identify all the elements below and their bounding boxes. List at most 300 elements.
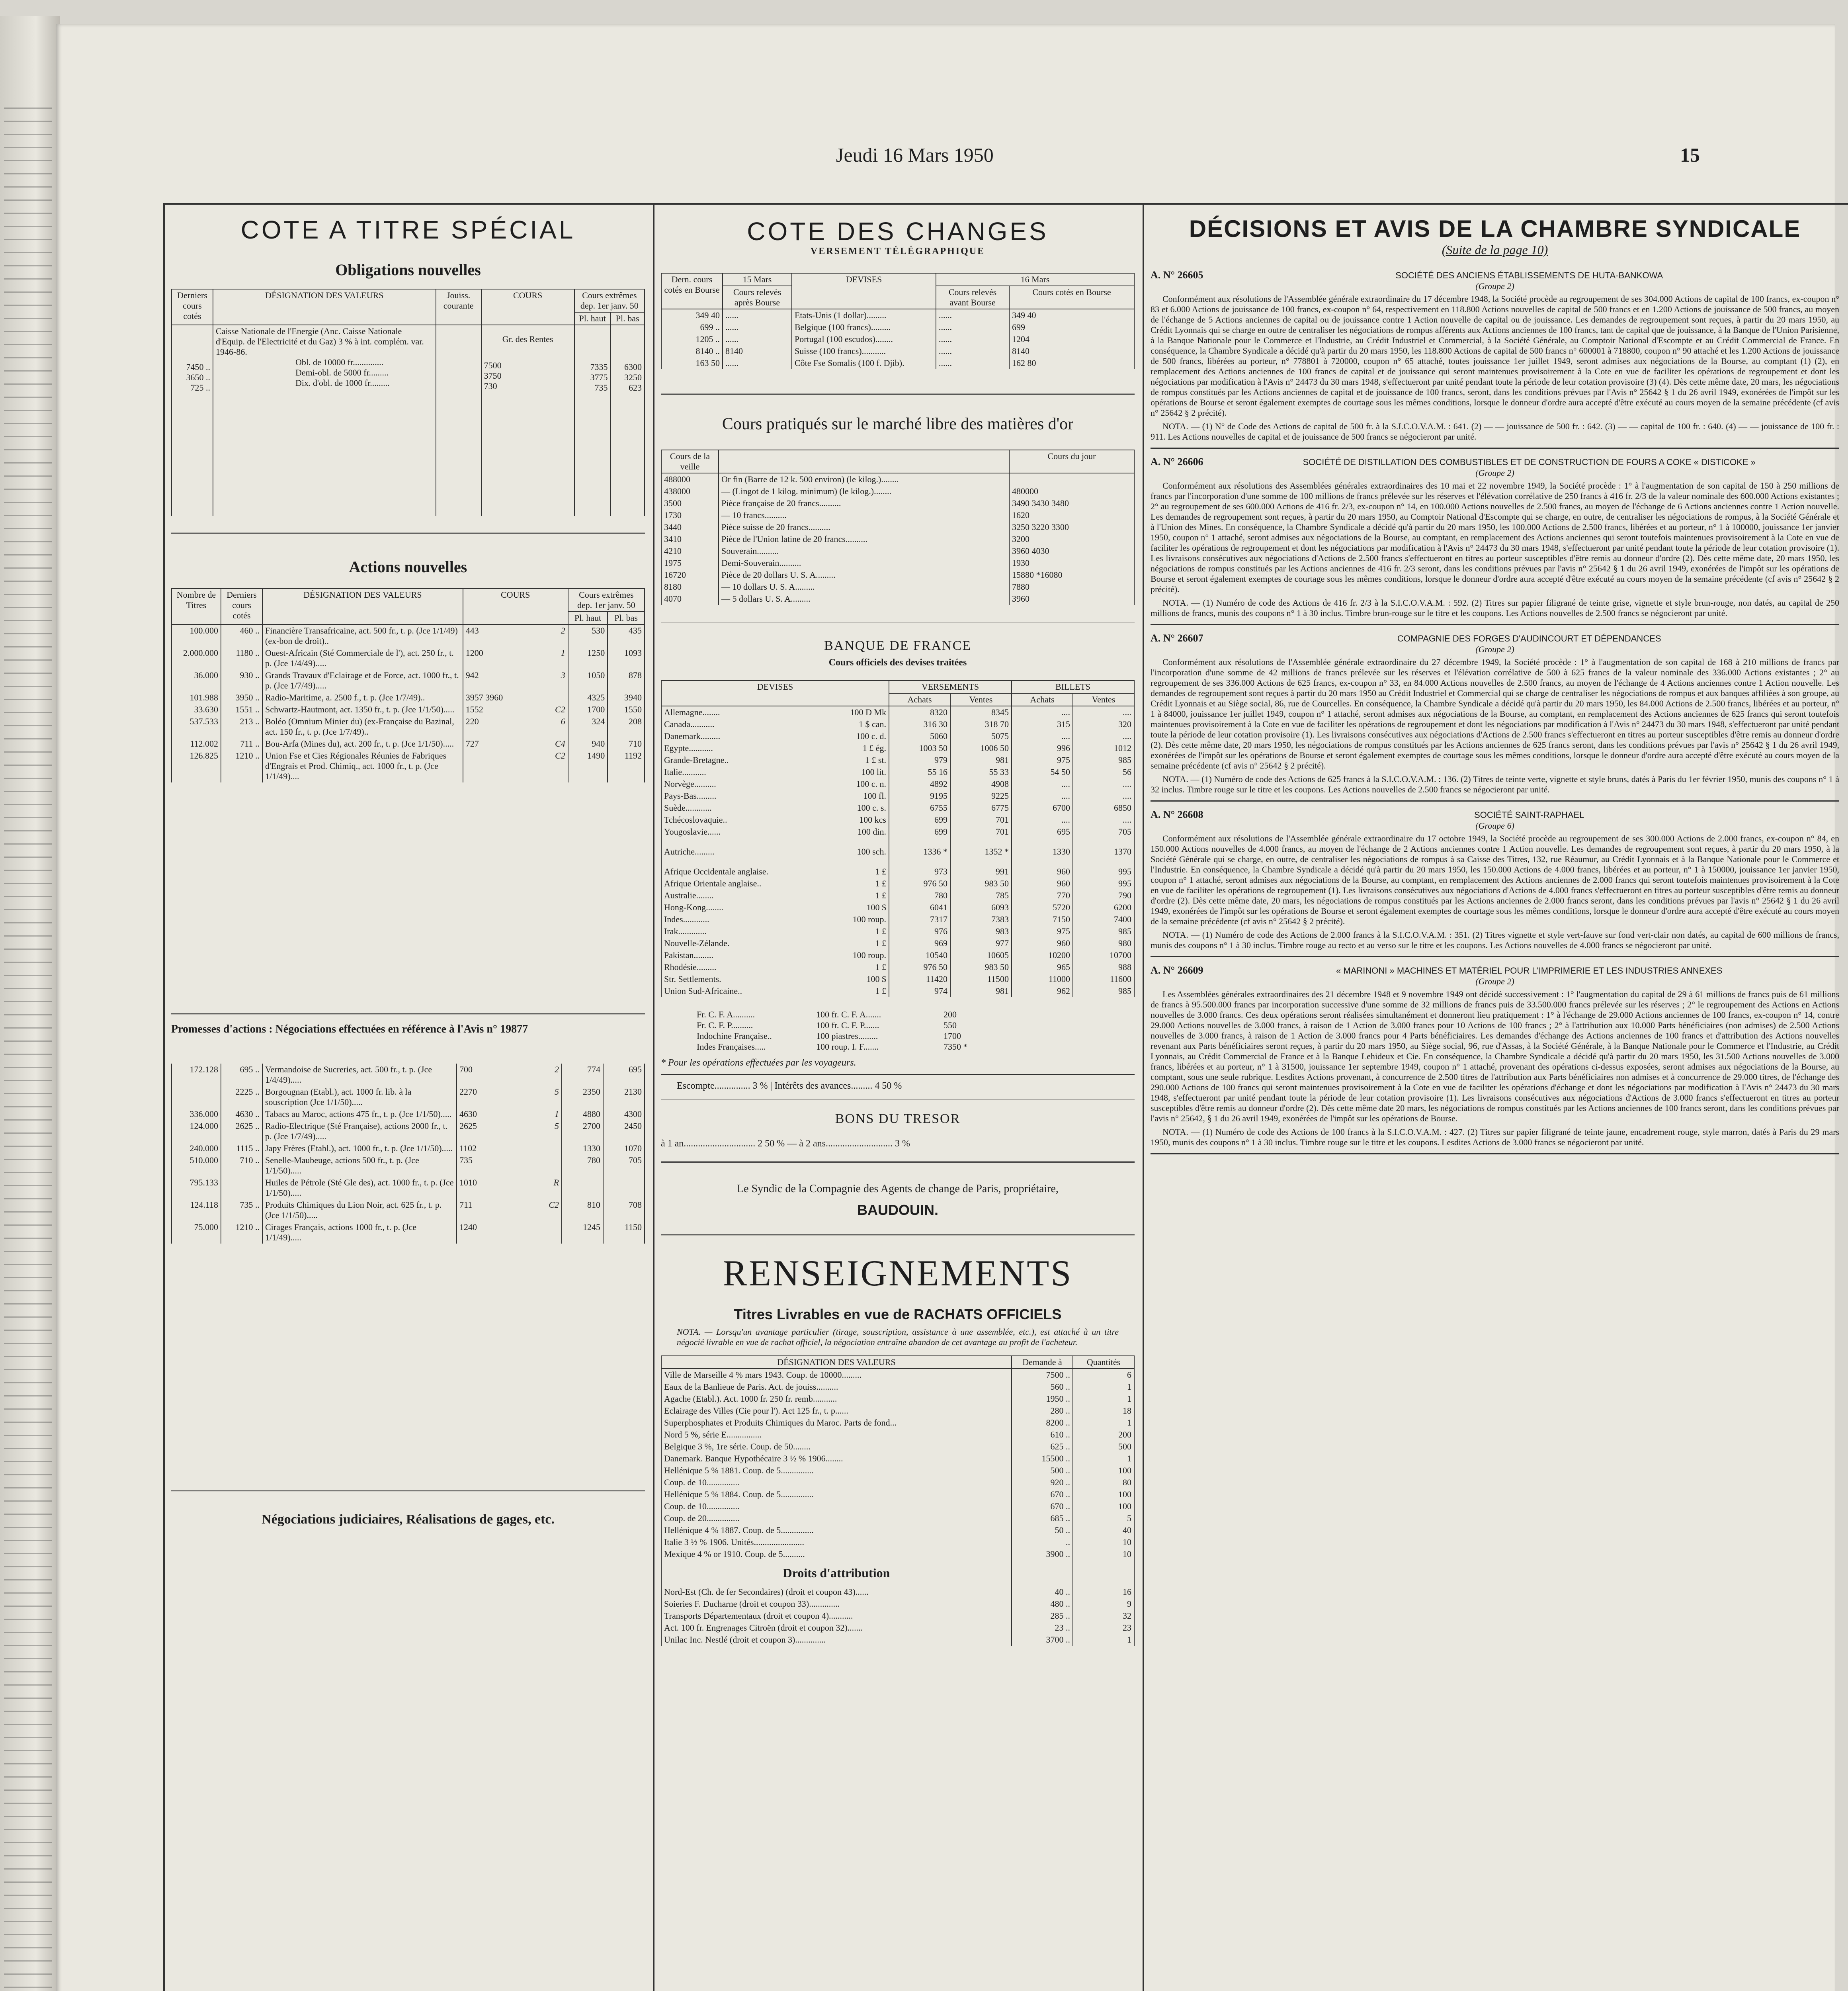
table-cell: 6700 xyxy=(1012,802,1073,814)
franc-zone-row xyxy=(697,1031,1135,1041)
table-cell: 9195 xyxy=(889,790,950,802)
table-cell: 3950 .. xyxy=(221,692,262,704)
table-cell xyxy=(457,1177,562,1199)
col-header: Pl. bas xyxy=(608,612,645,624)
table-cell: 54 50 xyxy=(1012,766,1073,778)
table-row xyxy=(661,1524,1134,1536)
table-row xyxy=(661,545,1134,557)
table-cell: 2225 .. xyxy=(221,1086,262,1108)
table-cell: .... xyxy=(1073,730,1134,742)
table-cell: 3960 xyxy=(1009,593,1134,605)
cours-mark: R xyxy=(553,1177,559,1187)
decision-nota: NOTA. — (1) Numéro de code des Actions de 100 francs à la S.I.C.O.V.A.M. : 427. (2) Titres sur papier filigrané de teinte jaune, encadrement rouge, style marron, datés à Paris du 29 mars 1950, munis des coupons n° 1 à 30 inclus. Timbre rouge sur le titre et les coupons. Lesdites Actions de 3.000 francs se négocieront par unité. xyxy=(1151,1127,1839,1147)
table-cell: Unilac Inc. Nestlé (droit et coupon 3).............. xyxy=(661,1634,1012,1646)
table-row xyxy=(172,1199,645,1221)
table-row xyxy=(661,790,1134,802)
table-cell: 7317 xyxy=(889,913,950,925)
table-cell: 1330 xyxy=(562,1142,603,1154)
table-cell: 4210 xyxy=(661,545,719,557)
cell: 200 xyxy=(944,1009,957,1019)
devise-name: Allemagne........ xyxy=(664,707,720,717)
cours-value: 1552 xyxy=(465,704,483,714)
table-cell xyxy=(661,730,889,742)
col-header: Derniers cours cotés xyxy=(221,589,262,624)
table-cell: .... xyxy=(1073,778,1134,790)
table-cell: 995 xyxy=(1073,878,1134,890)
table-cell: 2.000.000 xyxy=(172,647,221,669)
decision-divider xyxy=(1151,1153,1839,1154)
table-cell: — 10 dollars U. S. A......... xyxy=(719,581,1009,593)
table-row xyxy=(661,333,1134,345)
cell: Fr. C. F. P.......... xyxy=(697,1020,753,1030)
table-row xyxy=(661,485,1134,497)
table-row xyxy=(661,985,1134,997)
table-cell: 1 xyxy=(1073,1393,1134,1405)
table-cell: 7383 xyxy=(950,913,1012,925)
table-cell: 5075 xyxy=(950,730,1012,742)
table-cell xyxy=(172,1086,221,1108)
table-cell xyxy=(457,1142,562,1154)
cours-value: 3957 3960 xyxy=(465,692,503,702)
table-row xyxy=(172,704,645,716)
table-cell: 670 .. xyxy=(1012,1488,1073,1500)
decision-header xyxy=(1151,456,1839,468)
table-cell: 100 xyxy=(1073,1488,1134,1500)
decision-text: Conformément aux résolutions de l'Assemblée générale extraordinaire du 17 décembre 1948, la Société procède au regroupement de ses 304.000 Actions de capital de 100 francs, ex-coupon n° 83 et 6.000 Actions de jouissance de 100 francs, ex-coupon n° 64, respectivement en 118.800 Actions nouvelles de capital de 500 francs et en 1.200 Actions de jouissance de 500 francs, au moyen de l'échange de 5 Actions anciennes de capital ou de jouissance contre 1 Action nouvelle de capital ou de jouissance. Les demandes de regroupement sont reçues, à partir du 20 mars 1950, au Crédit Lyonnais qui se charge en outre de centraliser les négociations de rompus afférents aux Actions anciennes de 100 francs, tant de capital que de jouissance, à la Banque de l'Union Parisienne, à la Banque Nationale pour le Commerce et l'Industrie, au Crédit Industriel et Commercial, à la Société Générale, au Comptoir National d'Escompte et au Crédit Commercial de France. En conséquence, la Chambre Syndicale a décidé qu'à partir du 20 mars 1950, les 118.800 Actions de capital de 500 francs n° 600001 à 718800, coupon n° 90 attaché et les 1.200 Actions de jouissance de 500 francs, libérées au porteur, n° 778801 à 720000, coupon n° 65 attaché, toutes jouissance 1er juillet 1949, seront admises aux négociations de la Bourse, au comptant (1) (2), en remplacement des Actions anciennes de 100 francs de capital et de jouissance qui seront maintenues provisoirement à la Cote en vue de faciliter les opérations de regroupement et dont les négociations par modification à l'Avis n° 24473 du 30 mars 1948, s'effectueront par unité pendant toute la période de leur cotation provisoire (3) (4). Dès cette même date, 20 mars, les négociations de rompus constitués par les Actions anciennes de capital et de jouissance de 100 francs, seront, dans les conditions prévues par l'Avis n° 25642 § 1 du 26 avril 1949, exonérées de l'impôt sur les opérations de Bourse et seront également exemptes de courtage sous les mêmes conditions, lorsque le donneur d'ordre aura accepté d'être exécuté au cours moyen de la semaine précédente (cf avis n° 25642 § 2 précité). xyxy=(1151,294,1839,418)
changes-title: COTE DES CHANGES xyxy=(747,217,1049,246)
decision-item xyxy=(1151,269,1839,449)
table-cell: Agache (Etabl.). Act. 1000 fr. 250 fr. remb........... xyxy=(661,1393,1012,1405)
table-row xyxy=(661,937,1134,949)
table-cell: 3700 .. xyxy=(1012,1634,1073,1646)
table-row xyxy=(661,706,1134,718)
table-cell: 985 xyxy=(1073,985,1134,997)
table-cell: 988 xyxy=(1073,961,1134,973)
table-cell: ...... xyxy=(936,345,1009,357)
table-cell xyxy=(1012,1560,1073,1586)
voyageurs-note: * Pour les opérations effectuées par les voyageurs. xyxy=(661,1058,856,1068)
table-cell: 10 xyxy=(1073,1536,1134,1548)
table-row xyxy=(661,569,1134,581)
devise-name: Tchécoslovaquie.. xyxy=(664,815,727,825)
table-cell: 8140 xyxy=(723,345,792,357)
table-cell: 1 xyxy=(1073,1381,1134,1393)
designation-col xyxy=(213,325,436,516)
table-cell: Superphosphates et Produits Chimiques du Maroc. Parts de fond... xyxy=(661,1417,1012,1429)
decision-number: A. N° 26606 xyxy=(1151,456,1203,467)
table-cell: 488000 xyxy=(661,473,719,485)
table-cell: 6041 xyxy=(889,902,950,913)
table-cell: 1012 xyxy=(1073,742,1134,754)
table-cell: Nord-Est (Ch. de fer Secondaires) (droit et coupon 43)...... xyxy=(661,1586,1012,1598)
table-row xyxy=(172,1142,645,1154)
devise-name: Irak............. xyxy=(664,926,707,936)
table-row xyxy=(661,521,1134,533)
col-header: VERSEMENTS xyxy=(889,681,1012,693)
cours-value: 1200 xyxy=(465,648,483,658)
devise-unit: 100 c. s. xyxy=(857,803,886,813)
table-cell: .... xyxy=(1012,778,1073,790)
devise-unit: 1 $ can. xyxy=(858,719,886,729)
cours-header: Gr. des Rentes xyxy=(502,334,553,344)
table-cell: 705 xyxy=(1073,826,1134,846)
table-cell: .... xyxy=(1073,814,1134,826)
table-row xyxy=(172,647,645,669)
bons-line: à 1 an.............................. 2 50 % — à 2 ans............................ 3 % xyxy=(661,1138,910,1149)
table-row xyxy=(661,925,1134,937)
table-cell xyxy=(661,961,889,973)
cell: 3250 xyxy=(624,372,642,382)
promesses-heading: Promesses d'actions : Négociations effectuées en référence à l'Avis n° 19877 xyxy=(171,1023,528,1035)
table-cell: 7400 xyxy=(1073,913,1134,925)
table-cell: Italie 3 ½ % 1906. Unités....................... xyxy=(661,1536,1012,1548)
table-cell: Financière Transafricaine, act. 500 fr., t. p. (Jce 1/1/49) (ex-bon de droit).. xyxy=(262,624,463,647)
table-cell xyxy=(457,1120,562,1142)
table-cell xyxy=(221,1177,262,1199)
cours-value: 711 xyxy=(459,1200,473,1210)
decision-group: (Groupe 2) xyxy=(1475,281,1514,291)
table-cell: 975 xyxy=(1012,754,1073,766)
table-cell: Boléo (Omnium Minier du) (ex-Française du Bazinal, act. 150 fr., t. p. (Jce 1/7/49).. xyxy=(262,716,463,738)
table-row xyxy=(661,1500,1134,1512)
table-cell xyxy=(661,814,889,826)
decision-item xyxy=(1151,964,1839,1154)
devise-unit: 1 £ ég. xyxy=(862,743,886,753)
table-row xyxy=(661,1429,1134,1441)
table-cell: Belgique (100 francs)......... xyxy=(792,321,936,333)
decision-text: Conformément aux résolutions de l'Assemblée générale extraordinaire du 17 octobre 1949, la Société procède au regroupement de ses 300.000 Actions de 2.000 francs, ex-coupon n° 84, en 150.000 Actions nouvelles de 4.000 francs, au moyen de l'échange de 2 Actions anciennes contre 1 Action nouvelle. Les demandes de regroupement sont reçues, à partir du 20 mars 1950, à la Société Générale qui se charge, en outre, de centraliser les négociations de rompus à sa Caisse des Titres, 132, rue Réaumur, au Crédit Lyonnais et à la Banque Nationale pour le Commerce et l'Industrie. En conséquence, la Chambre Syndicale a décidé qu'à partir du 20 mars 1950, les 150.000 Actions de 4.000 francs, libérées et au porteur, n° 1 à 150000, jouissance 1er janvier 1950, coupon n° 1 attaché, seront admises aux négociations de la Bourse, au comptant, en remplacement des Actions anciennes de 2.000 francs qui seront toutefois maintenues provisoirement à la Cote en vue de faciliter les opérations de regroupement (1). Les livraisons consécutives aux négociations d'Actions de 4.000 francs s'effectueront en titres au porteur susceptibles d'être remis au donneur d'ordre (2). Dès cette même date, 20 mars, les négociations de rompus constitués par les Actions anciennes de 2.000 francs seront, dans les conditions prévues par l'avis n° 25642 § 1 du 26 avril 1949, exonérées de l'impôt sur les opérations de Bourse et seront également exemptes de courtage sous les mêmes conditions, lorsque le donneur d'ordre aura accepté d'être exécuté au cours moyen de la semaine précédente (cf avis n° 25642 § 2 précité). xyxy=(1151,833,1839,926)
decision-divider xyxy=(1151,956,1839,957)
table-cell: 1930 xyxy=(1009,557,1134,569)
cours-mark: C2 xyxy=(555,751,565,761)
cell: 550 xyxy=(944,1020,957,1030)
cote-titre-section xyxy=(171,211,645,1527)
table-cell: 996 xyxy=(1012,742,1073,754)
decisions-subtitle: (Suite de la page 10) xyxy=(1442,243,1548,257)
table-cell: Coup. de 20............... xyxy=(661,1512,1012,1524)
page-number: 15 xyxy=(1680,144,1700,166)
table-cell xyxy=(661,826,889,846)
table-row xyxy=(661,754,1134,766)
table-cell: Union Fse et Cies Régionales Réunies de Fabriques d'Engrais et Prod. Chimiq., act. 1000 fr., t. p. (Jce 1/1/49).... xyxy=(262,750,463,782)
table-cell xyxy=(661,925,889,937)
table-row xyxy=(661,321,1134,333)
table-cell: 8345 xyxy=(950,706,1012,718)
table-cell: 985 xyxy=(1073,925,1134,937)
table-cell: 460 .. xyxy=(221,624,262,647)
table-cell: Produits Chimiques du Lion Noir, act. 625 fr., t. p. (Jce 1/1/50)..... xyxy=(262,1199,457,1221)
table-row xyxy=(172,738,645,750)
table-cell: 1551 .. xyxy=(221,704,262,716)
high-col xyxy=(574,325,611,516)
table-cell: 625 .. xyxy=(1012,1441,1073,1453)
decision-group: (Groupe 6) xyxy=(1475,821,1514,831)
table-cell: 11420 xyxy=(889,973,950,985)
table-cell: Senelle-Maubeuge, actions 500 fr., t. p. (Jce 1/1/50)..... xyxy=(262,1154,457,1177)
devise-unit: 100 D Mk xyxy=(850,707,886,717)
table-cell: 960 xyxy=(1012,937,1073,949)
table-cell: 1730 xyxy=(661,509,719,521)
table-cell: 8140 xyxy=(1009,345,1134,357)
table-cell: 977 xyxy=(950,937,1012,949)
table-cell: 1204 xyxy=(1009,333,1134,345)
decision-group: (Groupe 2) xyxy=(1475,468,1514,478)
cours-value: 2625 xyxy=(459,1121,477,1131)
table-cell: Act. 100 fr. Engrenages Citroën (droit et coupon 32)....... xyxy=(661,1622,1012,1634)
table-row xyxy=(661,357,1134,369)
table-cell: 8180 xyxy=(661,581,719,593)
table-cell xyxy=(463,624,568,647)
table-cell: 101.988 xyxy=(172,692,221,704)
table-cell xyxy=(661,973,889,985)
changes-subtitle: VERSEMENT TÉLÉGRAPHIQUE xyxy=(810,246,985,256)
decision-group: (Groupe 2) xyxy=(1475,644,1514,654)
table-cell: 1192 xyxy=(608,750,645,782)
table-cell: 280 .. xyxy=(1012,1405,1073,1417)
table-cell: 3410 xyxy=(661,533,719,545)
table-row xyxy=(661,1405,1134,1417)
table-row xyxy=(661,766,1134,778)
table-cell: 1330 xyxy=(1012,846,1073,866)
devise-name: Danemark......... xyxy=(664,731,721,741)
table-row xyxy=(661,593,1134,605)
table-cell: 2700 xyxy=(562,1120,603,1142)
table-cell: 2625 .. xyxy=(221,1120,262,1142)
table-cell: 18 xyxy=(1073,1405,1134,1417)
decision-company: SOCIÉTÉ DE DISTILLATION DES COMBUSTIBLES ET DE CONSTRUCTION DE FOURS A COKE « DISTICOKE » xyxy=(1303,457,1756,467)
table-cell: 480 .. xyxy=(1012,1598,1073,1610)
table-cell: 1620 xyxy=(1009,509,1134,521)
table-cell: Huiles de Pétrole (Sté Gle des), act. 1000 fr., t. p. (Jce 1/1/50)..... xyxy=(262,1177,457,1199)
cours-mark: 2 xyxy=(555,1064,559,1074)
table-row xyxy=(661,1622,1134,1634)
decision-company: SOCIÉTÉ SAINT-RAPHAEL xyxy=(1474,810,1584,820)
table-cell: 976 50 xyxy=(889,961,950,973)
table-cell: Bou-Arfa (Mines du), act. 200 fr., t. p. (Jce 1/1/50)..... xyxy=(262,738,463,750)
table-cell: 1070 xyxy=(603,1142,645,1154)
table-cell: Souverain.......... xyxy=(719,545,1009,557)
table-row xyxy=(661,1477,1134,1488)
cell: Indes Françaises..... xyxy=(697,1042,766,1052)
decision-divider xyxy=(1151,800,1839,802)
table-cell: 780 xyxy=(562,1154,603,1177)
table-row xyxy=(661,345,1134,357)
table-cell: 240.000 xyxy=(172,1142,221,1154)
table-cell xyxy=(1073,1560,1134,1586)
table-cell: 810 xyxy=(562,1199,603,1221)
table-cell: Radio-Electrique (Sté Française), actions 2000 fr., t. p. (Jce 1/7/49)..... xyxy=(262,1120,457,1142)
table-cell xyxy=(457,1154,562,1177)
devise-name: Rhodésie......... xyxy=(664,962,717,972)
table-row xyxy=(661,1586,1134,1598)
table-cell: Tabacs au Maroc, actions 475 fr., t. p. (Jce 1/1/50)..... xyxy=(262,1108,457,1120)
table-cell: 979 xyxy=(889,754,950,766)
table-cell: 8140 .. xyxy=(661,345,723,357)
cell: 735 xyxy=(594,383,608,393)
table-cell: 9 xyxy=(1073,1598,1134,1610)
renseignements-nota: NOTA. — Lorsqu'un avantage particulier (tirage, souscription, assistance à une assemblée, etc.), est attaché à un titre négocié livrable en vue de rachat officiel, la négociation entraîne abandon de cet avantage au profit de l'acheteur. xyxy=(677,1327,1119,1347)
table-cell: 349 40 xyxy=(1009,309,1134,321)
table-cell: 1250 xyxy=(568,647,608,669)
table-cell: 500 .. xyxy=(1012,1465,1073,1477)
column-divider xyxy=(653,203,654,1991)
cell: 6300 xyxy=(624,362,642,372)
table-cell: 940 xyxy=(568,738,608,750)
table-row xyxy=(661,949,1134,961)
decision-item xyxy=(1151,809,1839,957)
table-row xyxy=(172,1154,645,1177)
cours-value: 735 xyxy=(459,1155,473,1165)
decision-group: (Groupe 2) xyxy=(1475,976,1514,986)
table-cell: .. xyxy=(1012,1536,1073,1548)
table-cell: Coup. de 10............... xyxy=(661,1500,1012,1512)
table-cell xyxy=(1009,473,1134,485)
table-row xyxy=(661,1453,1134,1465)
table-cell: 11600 xyxy=(1073,973,1134,985)
table-cell: 1150 xyxy=(603,1221,645,1244)
table-cell xyxy=(457,1199,562,1221)
table-cell: 670 .. xyxy=(1012,1500,1073,1512)
table-cell: 973 xyxy=(889,866,950,878)
table-cell: 6755 xyxy=(889,802,950,814)
table-row xyxy=(661,1634,1134,1646)
table-cell: Borgougnan (Etabl.), act. 1000 fr. lib. à la souscription (Jce 1/1/50)..... xyxy=(262,1086,457,1108)
table-row xyxy=(172,1120,645,1142)
changes-table xyxy=(661,273,1135,369)
table-cell xyxy=(661,790,889,802)
col-header: Ventes xyxy=(1073,693,1134,706)
table-cell: 200 xyxy=(1073,1429,1134,1441)
table-cell xyxy=(463,738,568,750)
table-cell: 1370 xyxy=(1073,846,1134,866)
col-header: Pl. haut xyxy=(574,312,611,325)
table-cell: 1975 xyxy=(661,557,719,569)
table-cell: .... xyxy=(1012,706,1073,718)
devise-name: Afrique Occidentale anglaise. xyxy=(664,866,769,876)
cell: 100 roup. I. F....... xyxy=(816,1042,879,1052)
table-cell: 6200 xyxy=(1073,902,1134,913)
table-row xyxy=(661,1598,1134,1610)
table-row xyxy=(661,1381,1134,1393)
table-row xyxy=(661,473,1134,485)
table-cell: 983 50 xyxy=(950,878,1012,890)
table-cell: .... xyxy=(1073,790,1134,802)
col-header: Ventes xyxy=(950,693,1012,706)
table-row xyxy=(661,902,1134,913)
table-row xyxy=(661,1610,1134,1622)
col-header: Cours du jour xyxy=(1009,450,1134,473)
devise-name: Union Sud-Africaine.. xyxy=(664,986,742,996)
table-cell: 976 xyxy=(889,925,950,937)
cell: 725 .. xyxy=(190,383,210,393)
table-cell: 10200 xyxy=(1012,949,1073,961)
cours-col xyxy=(481,325,574,516)
table-cell: 4630 .. xyxy=(221,1108,262,1120)
table-cell: 2450 xyxy=(603,1120,645,1142)
table-row xyxy=(661,1369,1134,1381)
cote-titre-title: COTE A TITRE SPÉCIAL xyxy=(240,215,576,244)
table-cell: 695 .. xyxy=(221,1064,262,1086)
cell: 623 xyxy=(629,383,642,393)
table-cell xyxy=(661,778,889,790)
cell: 100 fr. C. F. P....... xyxy=(816,1020,879,1030)
table-cell: 695 xyxy=(603,1064,645,1086)
table-cell: 699 xyxy=(889,814,950,826)
decision-company: COMPAGNIE DES FORGES D'AUDINCOURT ET DÉPENDANCES xyxy=(1397,634,1661,643)
banque-subtitle: Cours officiels des devises traitées xyxy=(828,657,967,668)
syndic-line: Le Syndic de la Compagnie des Agents de change de Paris, propriétaire, xyxy=(737,1183,1059,1195)
table-cell xyxy=(661,754,889,766)
table-cell: 23 xyxy=(1073,1622,1134,1634)
table-cell: 100 xyxy=(1073,1465,1134,1477)
table-cell: Pièce de l'Union latine de 20 francs.......... xyxy=(719,533,1009,545)
table-cell xyxy=(661,718,889,730)
cell: Indochine Française.. xyxy=(697,1031,772,1041)
table-cell: Hellénique 5 % 1884. Coup. de 5............... xyxy=(661,1488,1012,1500)
table-row xyxy=(172,716,645,738)
col-header: Cours extrêmes dep. 1er janv. 50 xyxy=(568,589,645,612)
table-row xyxy=(661,742,1134,754)
table-cell: ...... xyxy=(723,357,792,369)
or-table xyxy=(661,450,1135,605)
column-divider xyxy=(1143,203,1144,1991)
table-cell: Or fin (Barre de 12 k. 500 environ) (le kilog.)........ xyxy=(719,473,1009,485)
table-cell: Etats-Unis (1 dollar)......... xyxy=(792,309,936,321)
changes-section xyxy=(661,211,1135,1646)
decision-divider xyxy=(1151,448,1839,449)
table-row xyxy=(661,814,1134,826)
devise-unit: 1 £ xyxy=(875,890,886,900)
table-cell: 213 .. xyxy=(221,716,262,738)
table-row xyxy=(661,802,1134,814)
table-cell: 3440 xyxy=(661,521,719,533)
table-cell xyxy=(463,704,568,716)
col-header: DÉSIGNATION DES VALEURS xyxy=(262,589,463,624)
decision-nota: NOTA. — (1) Numéro de code des Actions de 2.000 francs à la S.I.C.O.V.A.M. : 351. (2) Titres vignette et style vert-fauve sur fond vert-clair non datés, au capital de 600 millions de francs, munis des coupons n° 1 à 30 inclus. Timbre rouge au recto et au verso sur le titre et les coupons. Les Actions nouvelles de 4.000 francs se négocieront par unité. xyxy=(1151,930,1839,950)
table-row xyxy=(661,497,1134,509)
devise-unit: 100 fl. xyxy=(863,791,886,801)
table-row xyxy=(172,1221,645,1244)
cours-mark: 3 xyxy=(561,670,565,680)
decision-item xyxy=(1151,632,1839,802)
cours-value: 220 xyxy=(465,716,479,726)
devise-unit: 1 £ xyxy=(875,866,886,876)
table-cell: 981 xyxy=(950,754,1012,766)
table-cell xyxy=(661,949,889,961)
table-cell xyxy=(661,742,889,754)
table-cell: 705 xyxy=(603,1154,645,1177)
table-cell: 711 .. xyxy=(221,738,262,750)
devise-name: Canada........... xyxy=(664,719,715,729)
obligations-table xyxy=(171,289,645,516)
table-row xyxy=(661,1393,1134,1405)
actions-heading: Actions nouvelles xyxy=(349,558,467,576)
table-cell: Japy Frères (Etabl.), act. 1000 fr., t. p. (Jce 1/1/50)..... xyxy=(262,1142,457,1154)
devise-unit: 100 roup. xyxy=(852,914,886,924)
table-cell: 3500 xyxy=(661,497,719,509)
table-cell: 40 .. xyxy=(1012,1586,1073,1598)
table-cell xyxy=(457,1086,562,1108)
table-row xyxy=(661,1548,1134,1560)
col-header: Cours relevés avant Bourse xyxy=(936,286,1009,309)
devise-unit: 100 c. n. xyxy=(856,779,886,789)
table-cell: 7880 xyxy=(1009,581,1134,593)
franc-zone-list xyxy=(661,1009,1135,1052)
table-cell: 162 80 xyxy=(1009,357,1134,369)
table-row xyxy=(661,1488,1134,1500)
col-header: Cours extrêmes dep. 1er janv. 50 xyxy=(574,289,645,312)
table-cell: 774 xyxy=(562,1064,603,1086)
